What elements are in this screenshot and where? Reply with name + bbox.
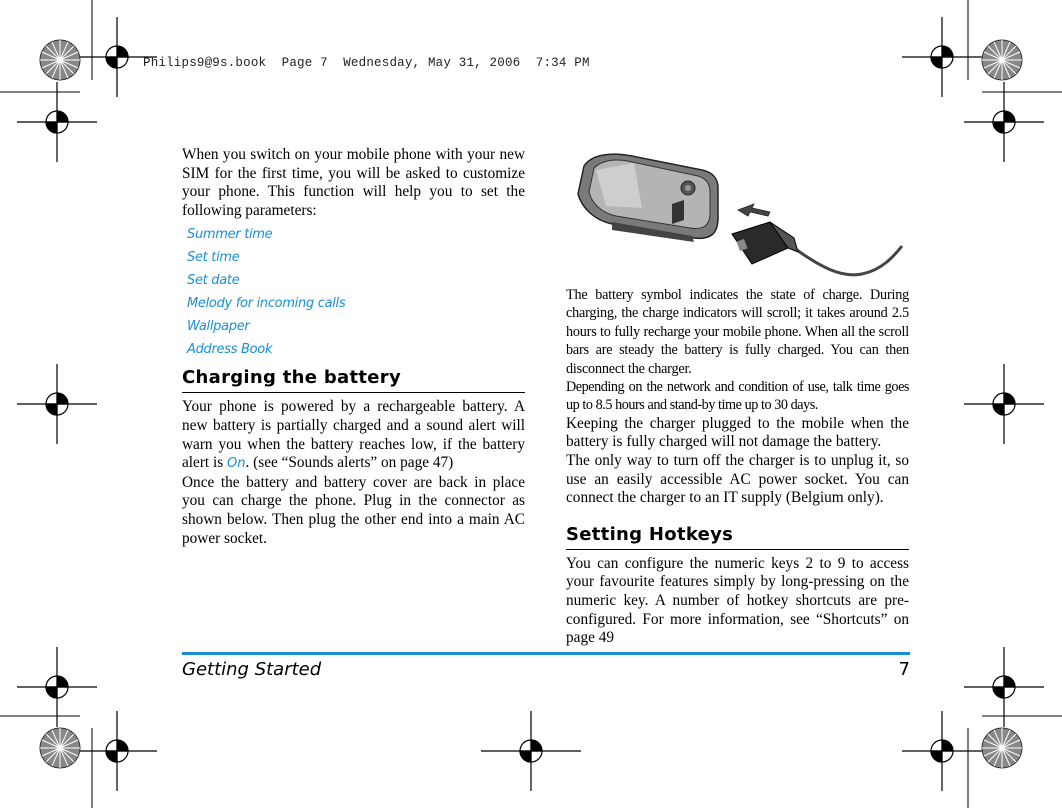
hotkeys-paragraph: You can configure the numeric keys 2 to 9 to access your favourite features simply by long-pressing on the numeric key. A number of hotkey shortcuts are pre-configured. For more information, see “Shortcuts” on page 49	[566, 554, 909, 647]
charging-p1-text: Your phone is powered by a rechargeable battery. A new battery is partially charged and a sound alert will warn you when the battery reaches low, if the battery alert is	[182, 398, 525, 472]
print-header-line: Philips9@9s.book Page 7 Wednesday, May 31, 2006 7:34 PM	[143, 56, 590, 70]
charging-heading: Charging the battery	[182, 367, 525, 393]
page-number: 7	[898, 659, 910, 680]
charger-plugged-paragraph: Keeping the charger plugged to the mobile when the battery is fully charged will not damage the battery.	[566, 414, 909, 451]
charging-paragraph-1	[182, 398, 525, 473]
intro-paragraph: When you switch on your mobile phone with your new SIM for the first time, you will be asked to customize your phone. This function will help you to set the following parameters:	[182, 146, 525, 219]
turn-off-charger-paragraph: The only way to turn off the charger is to unplug it, so use an easily accessible AC power socket. You can connect the charger to an IT supply (Belgium only).	[566, 452, 909, 507]
battery-alert-option: On	[227, 456, 246, 472]
parameter-set-date: Set date	[187, 273, 240, 289]
parameter-melody: Melody for incoming calls	[187, 296, 346, 312]
battery-symbol-paragraph: The battery symbol indicates the state of charge. During charging, the charge indicators will scroll; it takes around 2.5 hours to fully recharge your mobile phone. When all the scroll bars are steady the battery is fully charged. You can then disconnect the charger.	[566, 287, 909, 377]
charger-connector	[732, 222, 798, 264]
parameter-wallpaper: Wallpaper	[187, 319, 250, 335]
left-column	[182, 146, 525, 548]
talk-time-paragraph: Depending on the network and condition of use, talk time goes up to 8.5 hours and stand-by time up to 30 days.	[566, 379, 909, 414]
charging-paragraph-2: Once the battery and battery cover are back in place you can charge the phone. Plug in the connector as shown below. Then plug the other end into a main AC power socket.	[182, 473, 525, 547]
footer-rule	[182, 652, 910, 655]
parameter-address-book: Address Book	[187, 342, 273, 358]
insert-arrow-icon	[738, 204, 770, 216]
parameter-set-time: Set time	[187, 250, 240, 266]
charger-cable	[794, 246, 902, 275]
charging-p1-ref: . (see “Sounds alerts” on page 47)	[245, 454, 454, 472]
parameter-summer-time: Summer time	[187, 227, 273, 243]
phone-charger-illustration	[572, 148, 912, 282]
footer-section-title: Getting Started	[182, 659, 322, 680]
hotkeys-heading: Setting Hotkeys	[566, 524, 909, 550]
parameter-list	[187, 226, 525, 364]
right-column	[566, 286, 909, 648]
phone-body	[578, 154, 718, 242]
